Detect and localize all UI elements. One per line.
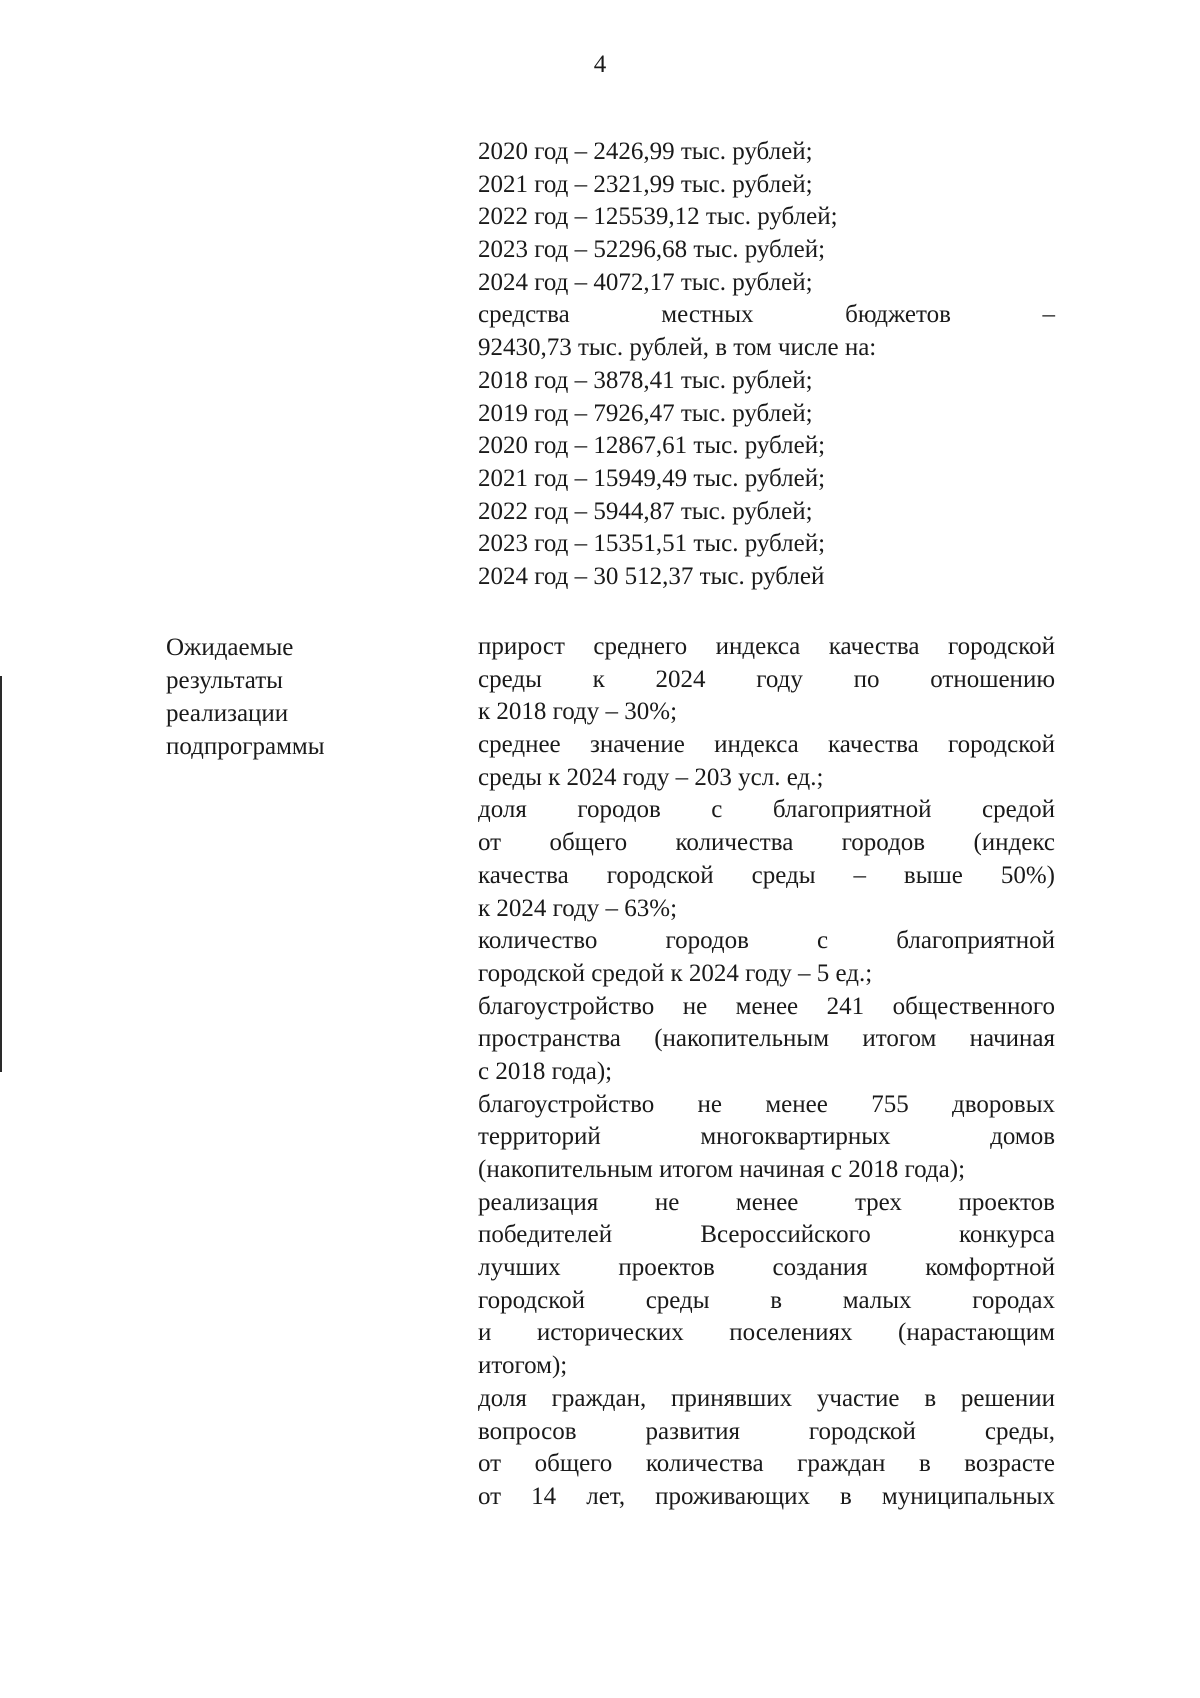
funding-line: 2020 год – 2426,99 тыс. рублей; [478, 138, 813, 165]
results-label [166, 631, 426, 763]
results-line: среднее значение индекса качества городской [478, 731, 1055, 759]
results-line: итогом); [478, 1352, 568, 1380]
results-line: доля граждан, принявших участие в решении [478, 1384, 1055, 1412]
page-number: 4 [593, 51, 607, 78]
margin-binding-mark [0, 676, 2, 1072]
results-line: доля городов с благоприятной средой [478, 796, 1055, 824]
results-line: качества городской среды – выше 50%) [478, 861, 1055, 889]
funding-block [478, 136, 1055, 594]
results-line: среды к 2024 году – 203 усл. ед.; [478, 763, 824, 791]
results-line: к 2018 году – 30%; [478, 698, 678, 726]
results-block [478, 631, 1055, 1514]
local-budget-total: 92430,73 тыс. рублей, в том числе на: [478, 334, 877, 362]
funding-line: 2024 год – 4072,17 тыс. рублей; [478, 268, 813, 296]
results-label-line: реализации [166, 700, 289, 727]
funding-line: 2024 год – 30 512,37 тыс. рублей [478, 562, 825, 590]
results-line: от 14 лет, проживающих в муниципальных [478, 1482, 1055, 1510]
funding-line: 2020 год – 12867,61 тыс. рублей; [478, 432, 826, 460]
results-line: вопросов развития городской среды, [478, 1417, 1055, 1445]
results-line: городской средой к 2024 году – 5 ед.; [478, 959, 873, 987]
results-line: среды к 2024 году по отношению [478, 665, 1055, 693]
results-line: победителей Всероссийского конкурса [478, 1221, 1055, 1249]
results-line: лучших проектов создания комфортной [478, 1254, 1055, 1282]
results-label-line: Ожидаемые [166, 634, 294, 661]
funding-line: 2023 год – 15351,51 тыс. рублей; [478, 530, 826, 558]
funding-line: 2022 год – 125539,12 тыс. рублей; [478, 203, 838, 231]
results-line: городской среды в малых городах [478, 1286, 1055, 1314]
results-line: от общего количества городов (индекс [478, 829, 1055, 857]
local-budget-header: средства местных бюджетов – [478, 301, 1055, 329]
results-line: количество городов с благоприятной [478, 927, 1055, 955]
funding-line: 2018 год – 3878,41 тыс. рублей; [478, 366, 813, 394]
results-line: благоустройство не менее 755 дворовых [478, 1090, 1055, 1118]
results-line: территорий многоквартирных домов [478, 1123, 1055, 1151]
funding-line: 2023 год – 52296,68 тыс. рублей; [478, 236, 826, 264]
results-line: с 2018 года); [478, 1057, 613, 1085]
results-line: реализация не менее трех проектов [478, 1188, 1055, 1216]
results-label-line: подпрограммы [166, 733, 325, 760]
funding-line: 2019 год – 7926,47 тыс. рублей; [478, 399, 813, 427]
results-line: прирост среднего индекса качества городской [478, 633, 1055, 660]
funding-line: 2021 год – 15949,49 тыс. рублей; [478, 464, 826, 492]
funding-line: 2022 год – 5944,87 тыс. рублей; [478, 497, 813, 525]
results-line: пространства (накопительным итогом начиная [478, 1025, 1055, 1053]
results-line: и исторических поселениях (нарастающим [478, 1319, 1055, 1347]
results-label-line: результаты [166, 667, 283, 694]
results-line: (накопительным итогом начиная с 2018 года); [478, 1156, 966, 1183]
results-line: благоустройство не менее 241 общественного [478, 992, 1055, 1020]
funding-line: 2021 год – 2321,99 тыс. рублей; [478, 170, 813, 198]
results-line: от общего количества граждан в возрасте [478, 1450, 1055, 1478]
results-line: к 2024 году – 63%; [478, 894, 678, 922]
